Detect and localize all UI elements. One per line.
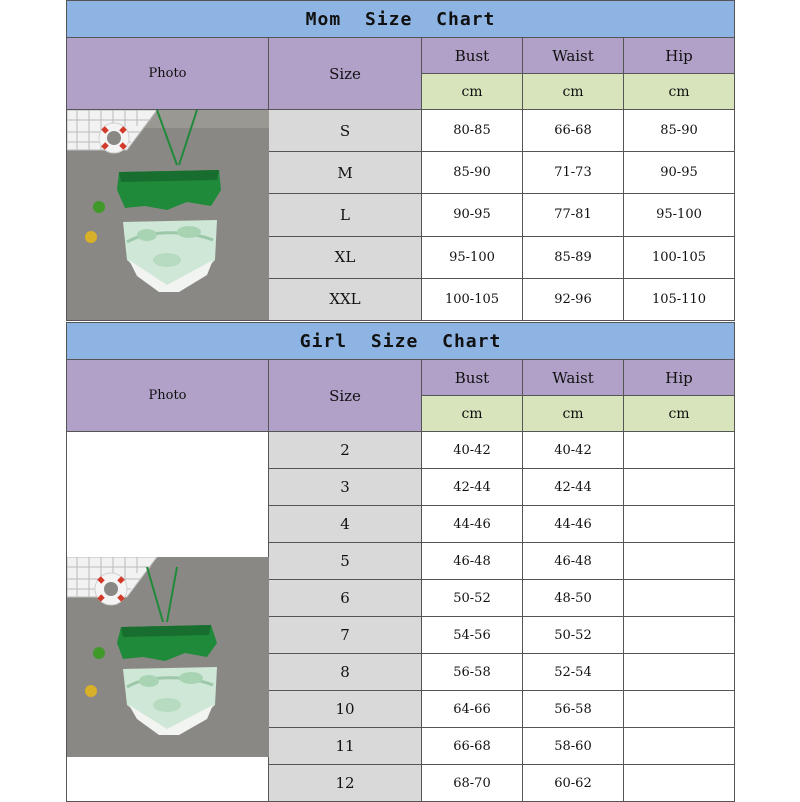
bust-cell: 42-44 [422,469,523,506]
bust-cell: 40-42 [422,432,523,469]
hip-cell [624,469,735,506]
yellow-ball-icon [85,685,97,697]
girl-waist-unit: cm [523,396,624,432]
size-cell: 3 [269,469,422,506]
size-cell: S [269,110,422,152]
size-cell: 11 [269,728,422,765]
waist-cell: 46-48 [523,543,624,580]
bust-cell: 64-66 [422,691,523,728]
mom-hip-header: Hip [624,38,735,74]
hip-cell: 85-90 [624,110,735,152]
hip-cell: 90-95 [624,152,735,194]
waist-cell: 58-60 [523,728,624,765]
hip-cell [624,506,735,543]
mom-bust-header: Bust [422,38,523,74]
waist-cell: 71-73 [523,152,624,194]
waist-cell: 42-44 [523,469,624,506]
mom-bust-unit: cm [422,74,523,110]
girl-size-chart [66,322,735,802]
bust-cell: 46-48 [422,543,523,580]
waist-cell: 48-50 [523,580,624,617]
girl-hip-header: Hip [624,360,735,396]
bust-cell: 90-95 [422,194,523,236]
mom-waist-header: Waist [523,38,624,74]
bust-cell: 66-68 [422,728,523,765]
waist-cell: 40-42 [523,432,624,469]
hip-cell [624,654,735,691]
bust-cell: 50-52 [422,580,523,617]
yellow-ball-icon [85,231,97,243]
size-cell: 2 [269,432,422,469]
bust-cell: 68-70 [422,765,523,802]
mom-size-chart [66,0,735,321]
girl-chart-title: Girl Size Chart [67,323,735,360]
mom-photo-header: Photo [67,38,269,110]
hip-cell: 95-100 [624,194,735,236]
swimsuit-image [67,557,269,757]
waist-cell: 66-68 [523,110,624,152]
size-cell: 6 [269,580,422,617]
bust-cell: 56-58 [422,654,523,691]
bust-cell: 85-90 [422,152,523,194]
waist-cell: 44-46 [523,506,624,543]
waist-cell: 52-54 [523,654,624,691]
mom-swimsuit-photo [67,110,269,321]
waist-cell: 60-62 [523,765,624,802]
hip-cell [624,765,735,802]
bust-cell: 54-56 [422,617,523,654]
size-cell: L [269,194,422,236]
girl-waist-header: Waist [523,360,624,396]
size-cell: 5 [269,543,422,580]
life-ring-icon [99,123,129,153]
girl-photo-header: Photo [67,360,269,432]
size-cell: 12 [269,765,422,802]
bust-cell: 80-85 [422,110,523,152]
mom-waist-unit: cm [523,74,624,110]
mom-chart-title: Mom Size Chart [67,1,735,38]
girl-bust-header: Bust [422,360,523,396]
hip-cell: 105-110 [624,278,735,320]
green-ball-icon [93,201,105,213]
hip-cell [624,728,735,765]
girl-swimsuit-photo [67,432,269,802]
green-ball-icon [93,647,105,659]
size-cell: M [269,152,422,194]
hip-cell [624,617,735,654]
size-cell: XL [269,236,422,278]
bust-cell: 95-100 [422,236,523,278]
mom-hip-unit: cm [624,74,735,110]
waist-cell: 92-96 [523,278,624,320]
hip-cell [624,432,735,469]
table-row [67,432,735,469]
life-ring-icon [95,573,127,605]
girl-bust-unit: cm [422,396,523,432]
bust-cell: 44-46 [422,506,523,543]
hip-cell [624,580,735,617]
size-cell: XXL [269,278,422,320]
bust-cell: 100-105 [422,278,523,320]
size-cell: 10 [269,691,422,728]
girl-size-header: Size [269,360,422,432]
waist-cell: 56-58 [523,691,624,728]
girl-hip-unit: cm [624,396,735,432]
size-cell: 7 [269,617,422,654]
waist-cell: 85-89 [523,236,624,278]
mom-size-header: Size [269,38,422,110]
size-cell: 4 [269,506,422,543]
swimsuit-image [67,110,269,320]
table-row [67,110,735,152]
hip-cell: 100-105 [624,236,735,278]
waist-cell: 77-81 [523,194,624,236]
waist-cell: 50-52 [523,617,624,654]
size-cell: 8 [269,654,422,691]
hip-cell [624,691,735,728]
hip-cell [624,543,735,580]
